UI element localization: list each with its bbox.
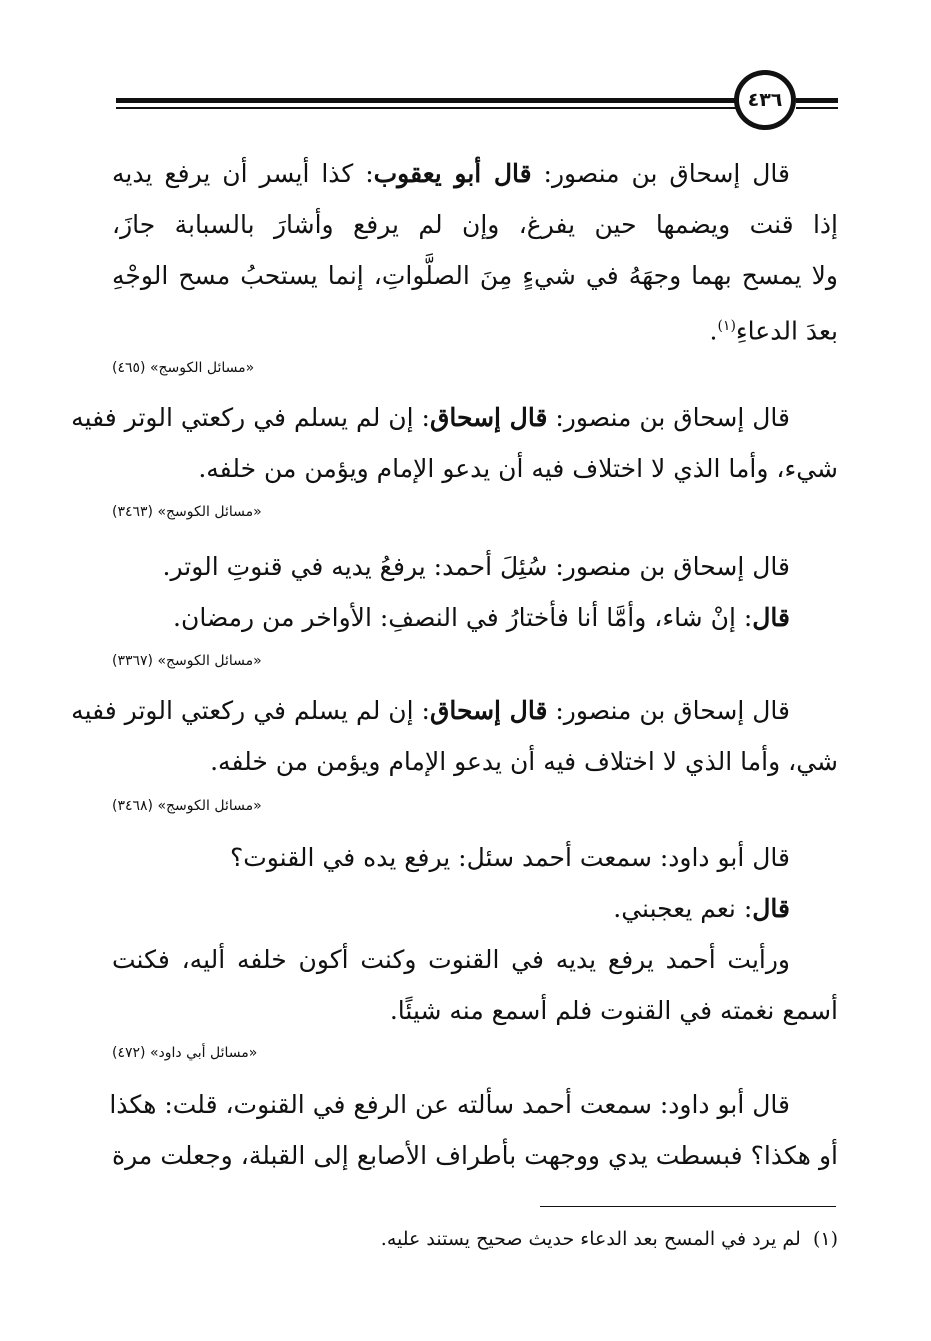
header-rule — [116, 98, 736, 103]
paragraph — [109, 1079, 838, 1181]
speaker-label: قال — [752, 894, 790, 923]
footnote-ref: (١) — [717, 318, 736, 334]
header-rule — [116, 107, 736, 109]
text-line: قال إسحاق بن منصور: سُئِلَ أحمد: يرفعُ يديه في قنوتِ الوتر. — [162, 552, 790, 581]
text-line: قال إسحاق بن منصور: قال إسحاق: إن لم يسلم في ركعتي الوتر ففيه — [71, 403, 790, 432]
text-line: أسمع نغمته في القنوت فلم أسمع منه شيئًا. — [389, 996, 838, 1025]
text-line: قال أبو داود: سمعت أحمد سئل: يرفع يده في القنوت؟ — [229, 843, 790, 872]
paragraph — [112, 541, 838, 643]
footnote-rule — [540, 1206, 836, 1207]
source-citation: «مسائل الكوسج» (٣٤٦٣) — [112, 504, 262, 520]
source-citation: «مسائل الكوسج» (٣٣٦٧) — [112, 653, 262, 669]
text-line: بعدَ الدعاءِ$^{(١)}$. — [709, 316, 838, 346]
header-rule — [796, 107, 838, 109]
paragraph — [112, 148, 838, 352]
text-line: قال إسحاق بن منصور: قال إسحاق: إن لم يسلم في ركعتي الوتر ففيه — [71, 696, 790, 725]
footnote-text: لم يرد في المسح بعد الدعاء حديث صحيح يستند عليه. — [380, 1228, 801, 1250]
page-number-text: ٤٣٦ — [747, 89, 783, 111]
text-line: شي، وأما الذي لا اختلاف فيه أن يدعو الإمام ويؤمن من خلفه. — [210, 747, 838, 776]
text-line: أو هكذا؟ فبسطت يدي ووجهت بأطراف الأصابع إلى القبلة، وجعلت مرة — [112, 1141, 838, 1170]
text-line: قال أبو داود: سمعت أحمد سألته عن الرفع في القنوت، قلت: هكذا — [109, 1090, 790, 1119]
speaker-label: قال إسحاق — [429, 403, 548, 432]
paragraph — [71, 392, 838, 494]
footnote-marker: (١) — [812, 1228, 838, 1250]
header-rule — [796, 98, 838, 103]
source-citation: «مسائل الكوسج» (٣٤٦٨) — [112, 798, 262, 814]
page-number — [734, 70, 796, 130]
paragraph — [71, 685, 838, 787]
source-citation: «مسائل أبي داود» (٤٧٢) — [112, 1045, 258, 1061]
text-line: قال إسحاق بن منصور: قال أبو يعقوب: كذا أيسر أن يرفع يديه — [112, 159, 791, 188]
text-line: إذا قنت ويضمها حين يفرغ، وإن لم يرفع وأشارَ بالسبابة جازَ، — [112, 210, 838, 239]
text-line: شيء، وأما الذي لا اختلاف فيه أن يدعو الإمام ويؤمن من خلفه. — [198, 454, 838, 483]
text-line: قال: نعم يعجبني. — [613, 894, 790, 923]
speaker-label: قال — [752, 603, 790, 632]
text-line: قال: إنْ شاء، وأمَّا أنا فأختارُ في النصفِ: الأواخر من رمضان. — [173, 603, 790, 632]
speaker-label: قال إسحاق — [429, 696, 548, 725]
speaker-label: قال أبو يعقوب — [373, 159, 532, 188]
source-citation: «مسائل الكوسج» (٤٦٥) — [112, 360, 255, 376]
text-line: ورأيت أحمد يرفع يديه في القنوت وكنت أكون خلفه أليه، فكنت — [112, 945, 790, 974]
text-line: ولا يمسح بهما وجهَهُ في شيءٍ مِنَ الصلَّواتِ، إنما يستحبُ مسح الوجْهِ — [112, 261, 838, 290]
footnote — [112, 1224, 838, 1254]
paragraph — [112, 832, 838, 1036]
